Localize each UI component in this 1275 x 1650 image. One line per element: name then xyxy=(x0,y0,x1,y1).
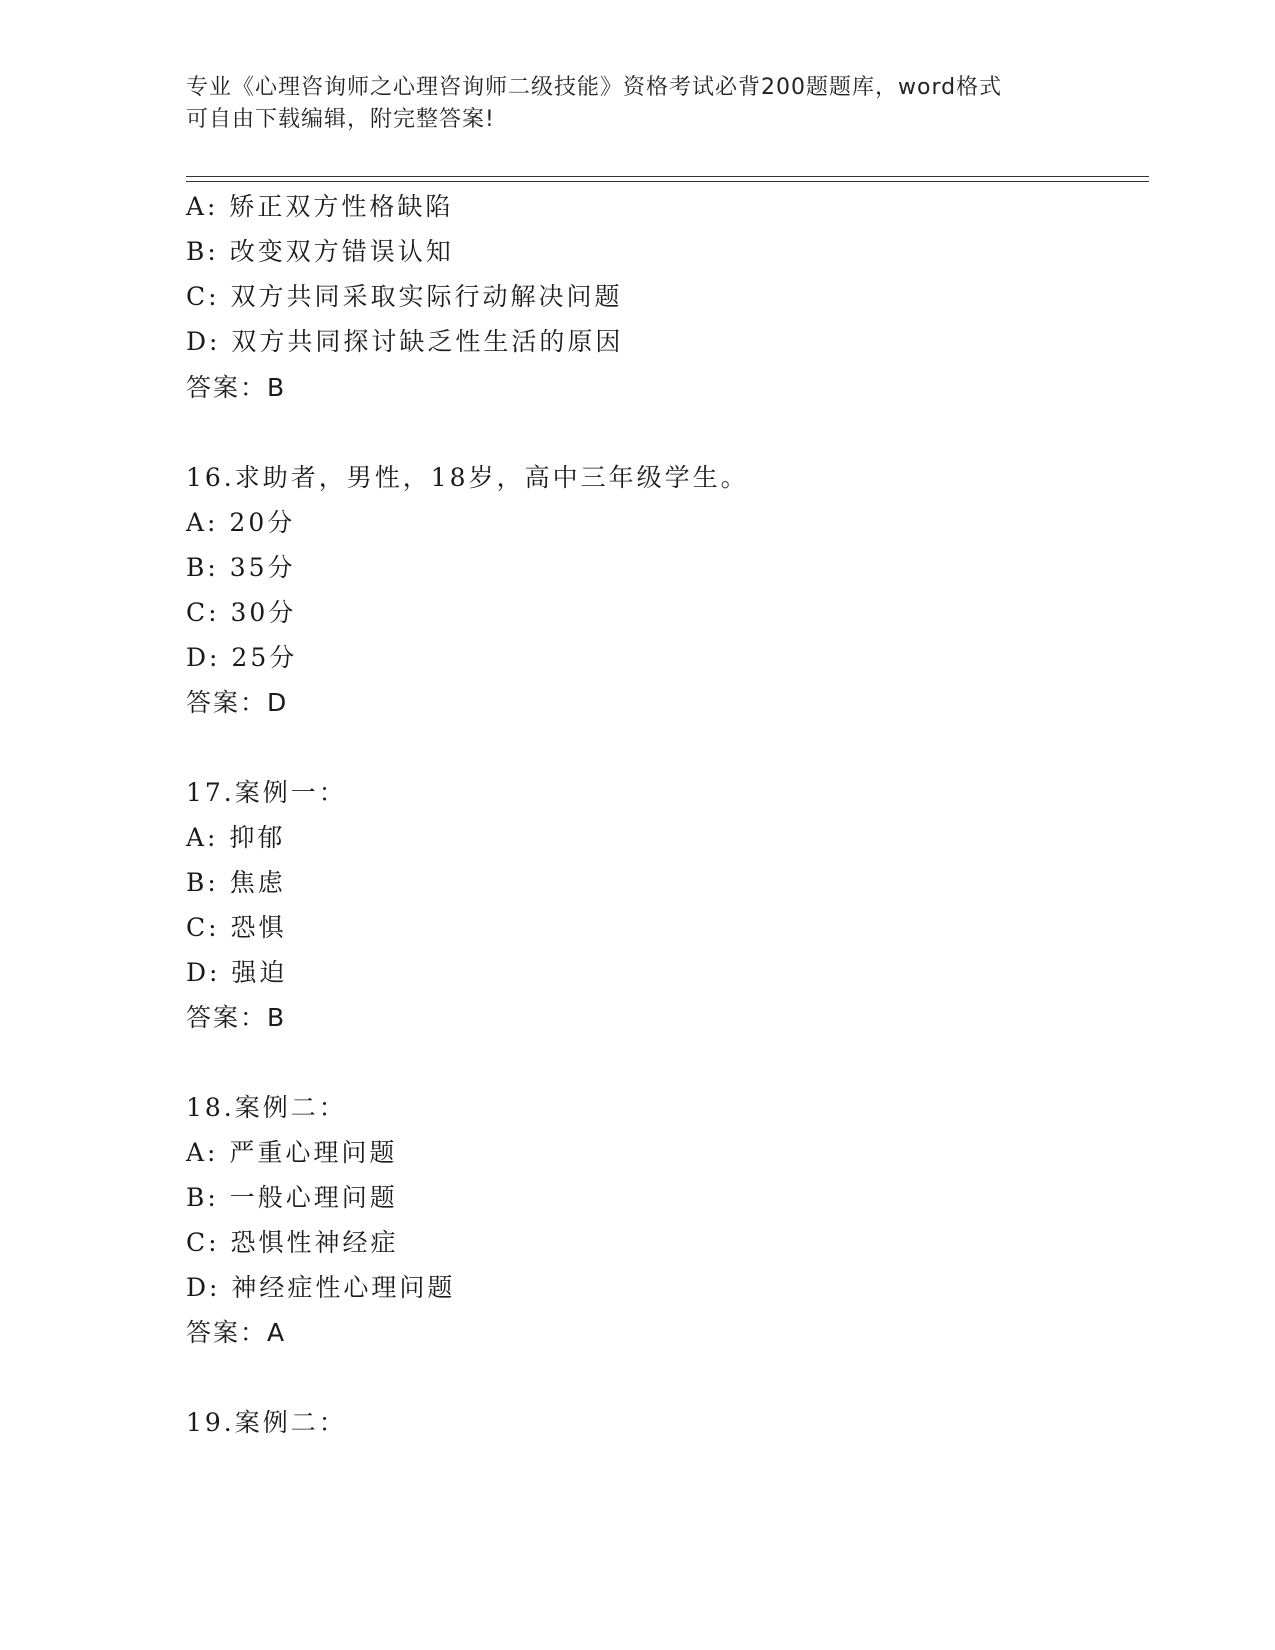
q17-option-c: C: 恐惧 xyxy=(186,913,287,942)
q17-option-a: A: 抑郁 xyxy=(186,823,286,852)
q15-answer: 答案：B xyxy=(186,373,287,402)
q17-option-b: B: 焦虑 xyxy=(186,868,286,897)
q18-option-b: B: 一般心理问题 xyxy=(186,1183,398,1212)
q18-question: 18.案例二： xyxy=(186,1093,347,1122)
q15-option-d: D: 双方共同探讨缺乏性生活的原因 xyxy=(186,327,624,356)
document-header xyxy=(186,72,1066,136)
q18-option-d: D: 神经症性心理问题 xyxy=(186,1273,456,1302)
q16-option-a: A: 20分 xyxy=(186,508,296,537)
q15-option-a: A: 矫正双方性格缺陷 xyxy=(186,192,454,221)
q16-question: 16.求助者，男性，18岁，高中三年级学生。 xyxy=(186,463,749,492)
q18-option-a: A: 严重心理问题 xyxy=(186,1138,398,1167)
header-line-1: 专业《心理咨询师之心理咨询师二级技能》资格考试必背200题题库，word格式 xyxy=(186,75,1003,100)
q17-answer: 答案：B xyxy=(186,1003,287,1032)
q16-answer: 答案：D xyxy=(186,688,289,717)
q17-option-d: D: 强迫 xyxy=(186,958,288,987)
q15-option-c: C: 双方共同采取实际行动解决问题 xyxy=(186,282,623,311)
header-divider-bottom xyxy=(186,181,1149,182)
q16-option-c: C: 30分 xyxy=(186,598,297,627)
q17-question: 17.案例一： xyxy=(186,778,347,807)
q19-question: 19.案例二： xyxy=(186,1408,347,1437)
q18-answer: 答案：A xyxy=(186,1318,287,1347)
header-divider-top xyxy=(186,176,1149,177)
q16-option-d: D: 25分 xyxy=(186,643,298,672)
header-line-2: 可自由下载编辑，附完整答案! xyxy=(186,107,495,132)
q15-option-b: B: 改变双方错误认知 xyxy=(186,237,454,266)
q18-option-c: C: 恐惧性神经症 xyxy=(186,1228,399,1257)
q16-option-b: B: 35分 xyxy=(186,553,296,582)
